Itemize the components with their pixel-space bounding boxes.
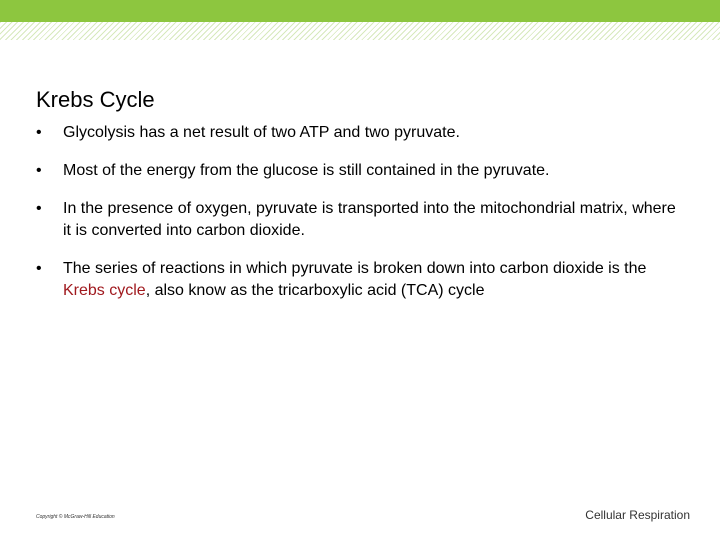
bullet-list: [36, 122, 686, 318]
header-green-bar: [0, 0, 720, 22]
bullet-item: [36, 258, 686, 302]
krebs-cycle-highlight: Krebs cycle: [63, 282, 146, 299]
footer-section-title: Cellular Respiration: [585, 508, 690, 522]
bullet-text-after: , also know as the tricarboxylic acid (TCA) cycle: [145, 282, 485, 299]
bullet-text: Most of the energy from the glucose is still contained in the pyruvate.: [63, 162, 550, 179]
bullet-icon: •: [36, 200, 42, 217]
bullet-item: [36, 160, 686, 182]
bullet-item: [36, 198, 686, 242]
bullet-icon: •: [36, 124, 42, 141]
bullet-text-before: The series of reactions in which pyruvate is broken down into carbon dioxide is the: [63, 260, 647, 277]
bullet-icon: •: [36, 162, 42, 179]
bullet-icon: •: [36, 260, 42, 277]
bullet-text: In the presence of oxygen, pyruvate is transported into the mitochondrial matrix, where it is converted into carbon dioxide.: [63, 200, 676, 239]
bullet-text: [63, 260, 646, 299]
copyright-notice: Copyright © McGraw-Hill Education: [36, 514, 115, 520]
bullet-text: Glycolysis has a net result of two ATP and two pyruvate.: [63, 124, 460, 141]
bullet-item: [36, 122, 686, 144]
header-stripe-band: [0, 22, 720, 40]
slide-title: Krebs Cycle: [36, 87, 155, 112]
